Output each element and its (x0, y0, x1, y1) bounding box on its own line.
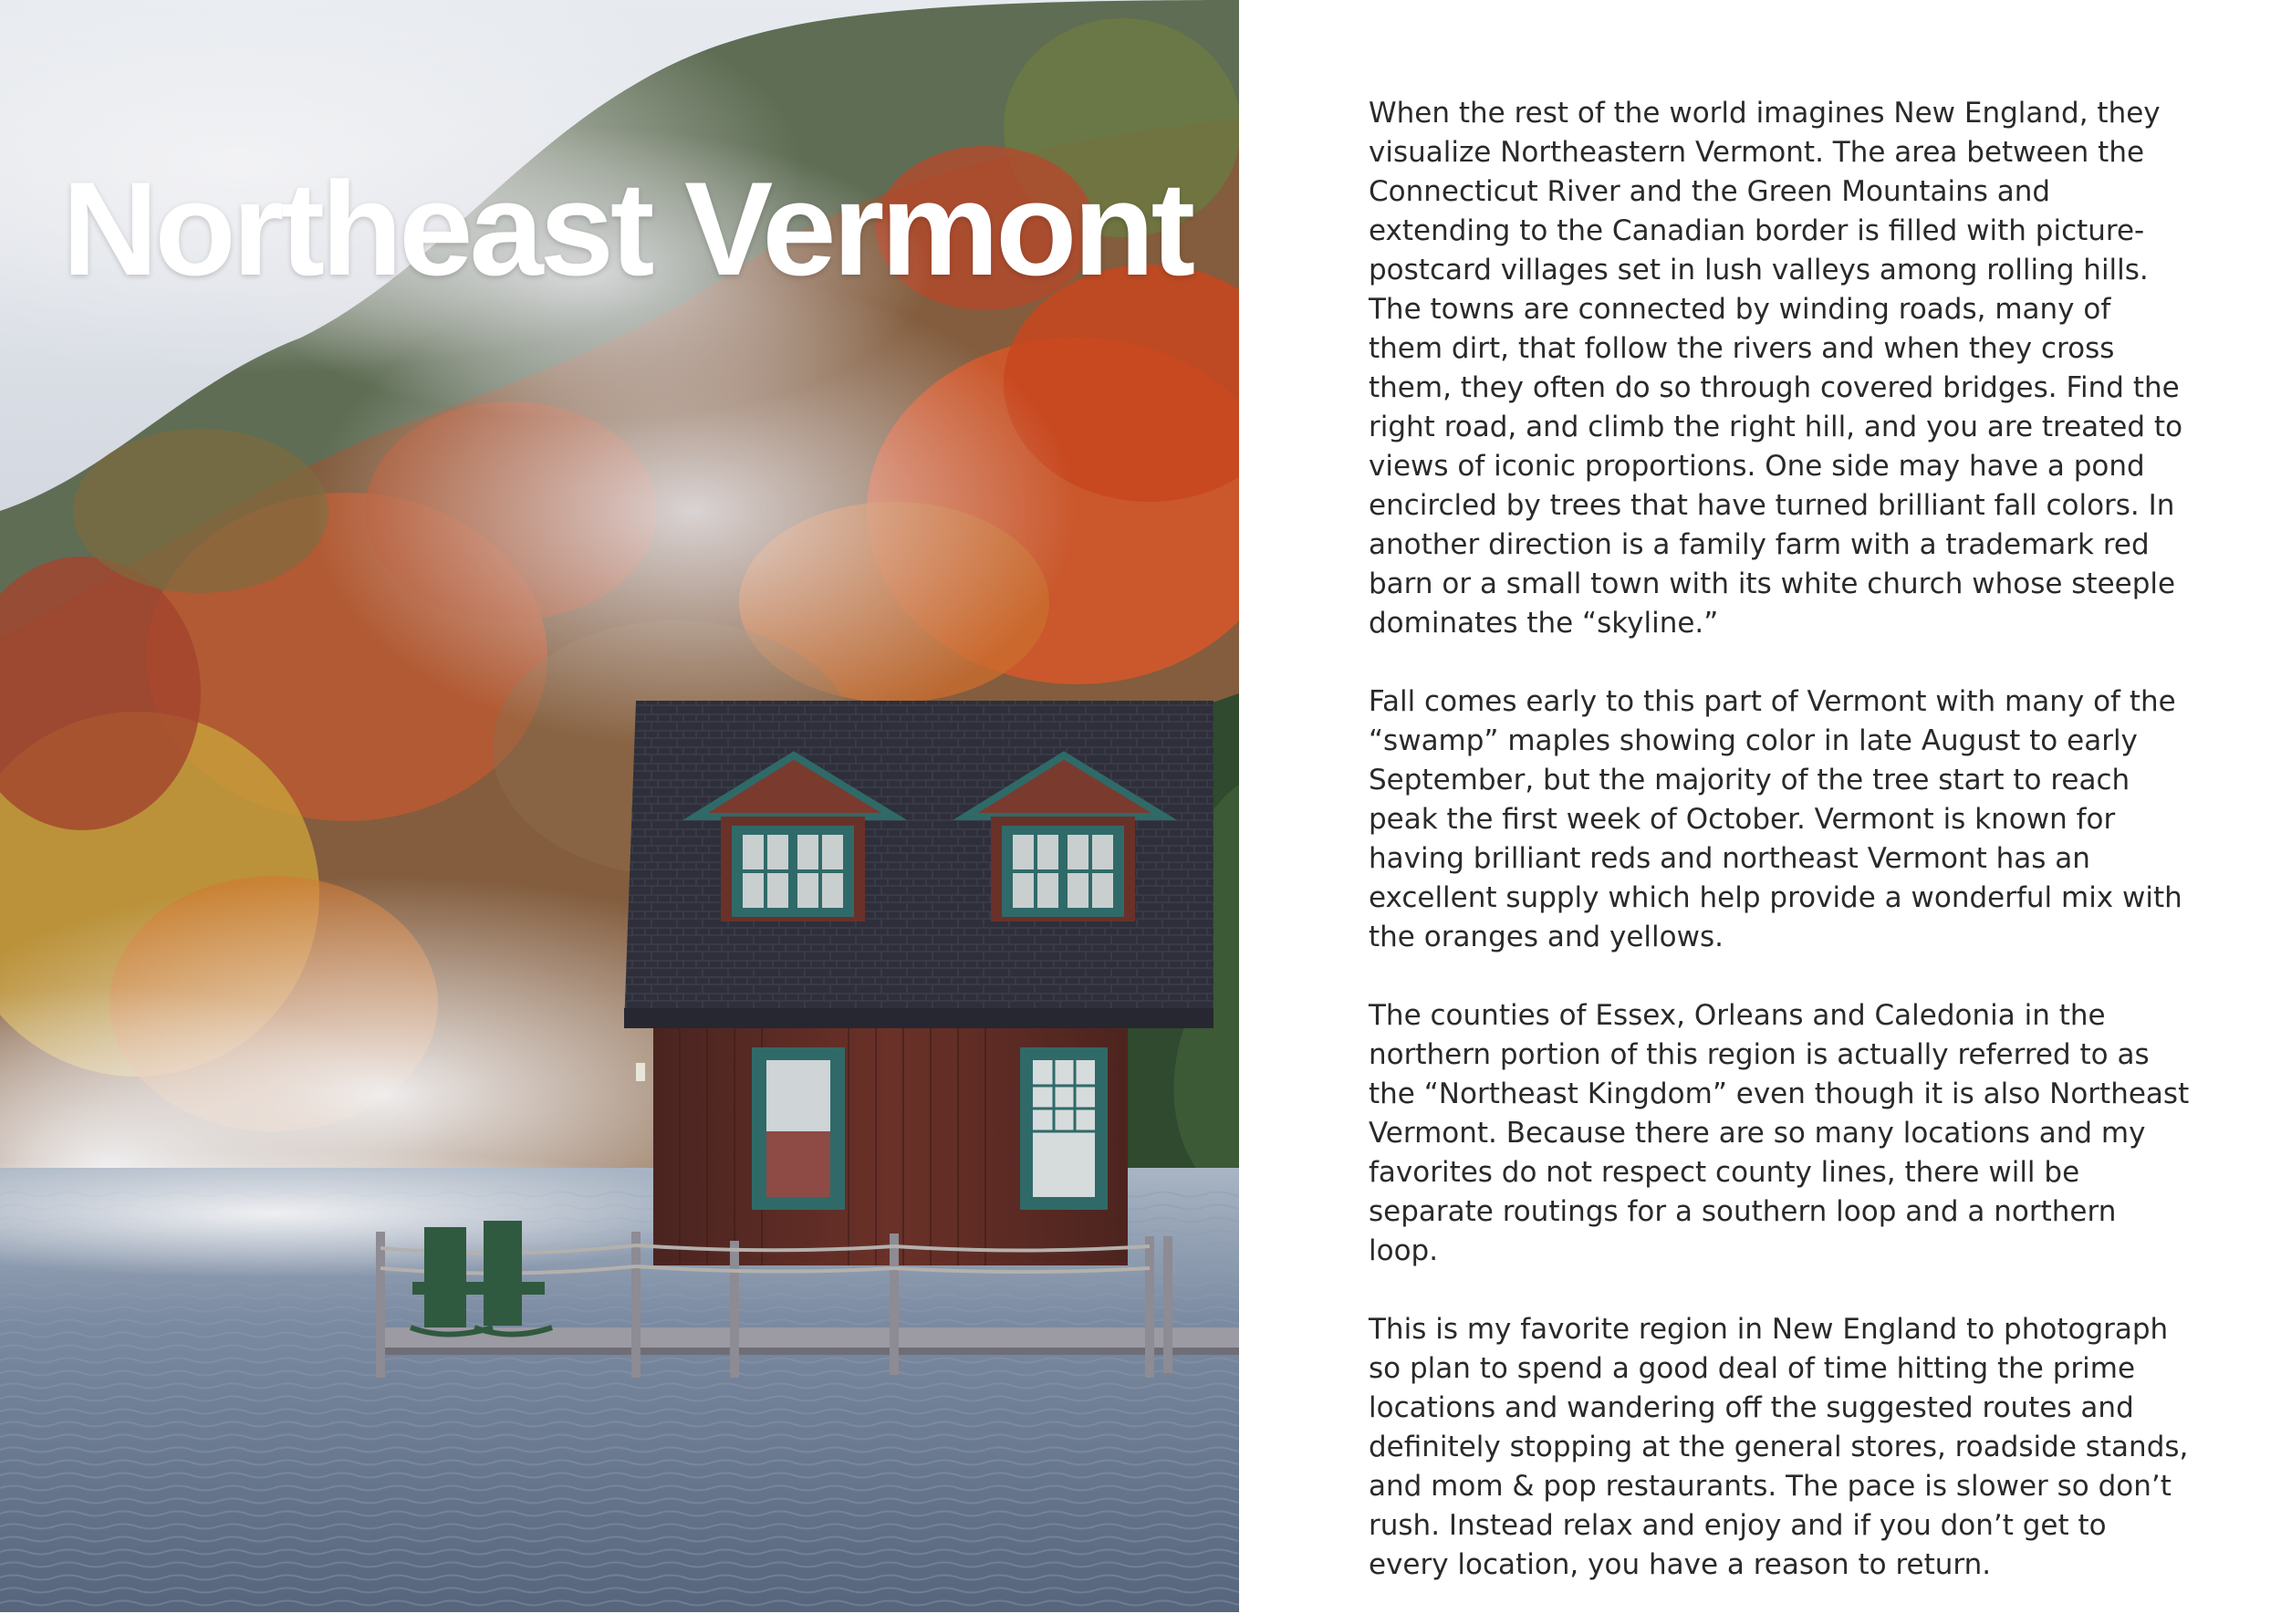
body-text (1369, 94, 2190, 1624)
paragraph: Fall comes early to this part of Vermont with many of the “swamp” maples showing color in late August to early September, but the majority of the tree start to reach peak the first week of October. Vermont is known for having brilliant reds and northeast Vermont has an excellent supply which help provide a wonderful mix with the oranges and yellows. (1369, 685, 2182, 953)
paragraph: The counties of Essex, Orleans and Caledonia in the northern portion of this region is actually referred to as the “Northeast Kingdom” even though it is also Northeast Vermont. Because there are so many locations and my favorites do not respect county lines, there will be separate routings for a southern loop and a northern loop. (1369, 999, 2190, 1267)
paragraph: This is my favorite region in New England to photograph so plan to spend a good deal of time hitting the prime locations and wandering off the suggested routes and definitely stopping at the general stores, roadside stands, and mom & pop restaurants. The pace is slower so don’t rush. Instead relax and enjoy and if you don’t get to every location, you have a reason to return. (1369, 1313, 2189, 1581)
boathouse (624, 701, 1213, 1265)
page-title: Northeast Vermont (62, 154, 1193, 303)
paragraph: When the rest of the world imagines New England, they visualize Northeastern Vermont. The area between the Connecticut River and the Green Mountains and extending to the Canadian border is filled with picture-postcard villages set in lush valleys among rolling hills. The towns are connected by winding roads, many of them dirt, that follow the rivers and when they cross them, they often do so through covered bridges. Find the right road, and climb the right hill, and you are treated to views of iconic proportions. One side may have a pond encircled by trees that have turned brilliant fall colors. In another direction is a family farm with a trademark red barn or a small town with its white church whose steeple dominates the “skyline.” (1369, 97, 2183, 640)
